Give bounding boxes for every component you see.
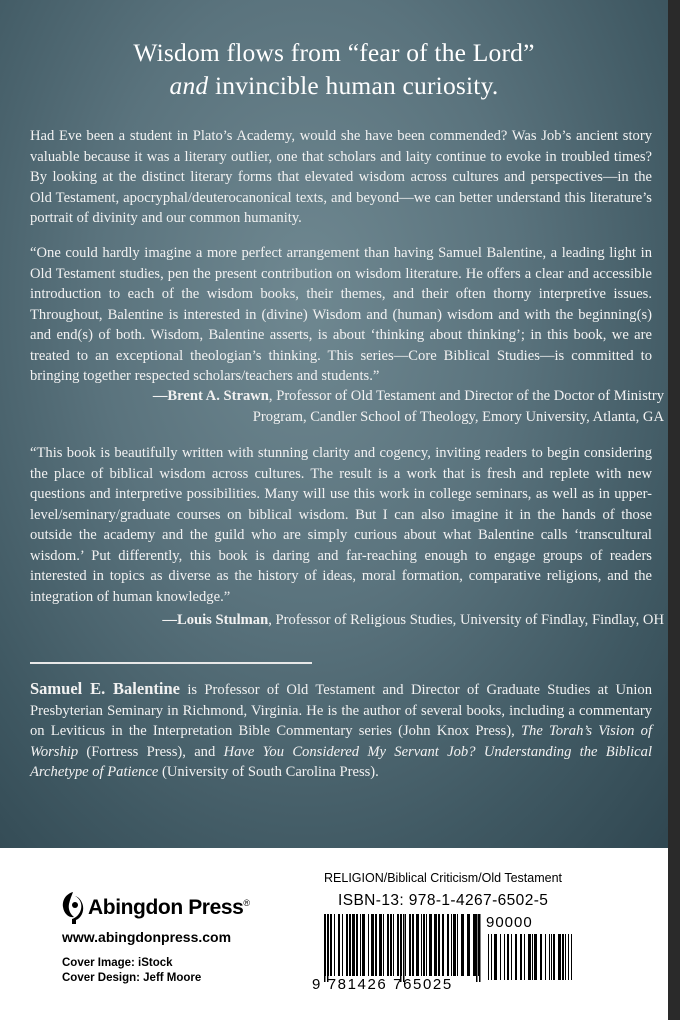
barcode-bar xyxy=(447,914,449,976)
price-addon-code: 90000 xyxy=(486,914,533,931)
tagline-line-1: Wisdom flows from “fear of the Lord” xyxy=(133,38,535,67)
barcode-guard-bar xyxy=(327,914,329,982)
barcode-bar xyxy=(571,934,572,980)
bio-book-1: The Torah’s Vision of Worship xyxy=(30,723,652,760)
barcode-bar xyxy=(532,934,533,980)
barcode-bar xyxy=(426,914,427,976)
trademark-mark: ® xyxy=(243,898,251,908)
endorsement-attribution-1 xyxy=(104,386,664,427)
barcode-bar xyxy=(368,914,369,976)
endorser-name-2: —Louis Stulman xyxy=(162,612,269,628)
tagline-line-2 xyxy=(0,69,668,102)
barcode-bar xyxy=(429,914,432,976)
barcode-bar xyxy=(562,934,564,980)
barcode-bar xyxy=(405,914,406,976)
barcode-bar xyxy=(412,914,414,976)
barcode-bar xyxy=(362,914,365,976)
barcode-bar xyxy=(390,914,392,976)
barcode-bar xyxy=(416,914,419,976)
barcode-bar xyxy=(442,914,444,976)
barcode-bar xyxy=(528,934,531,980)
barcode-bar xyxy=(451,914,452,976)
divider-rule xyxy=(30,662,312,664)
barcode-bar xyxy=(488,934,489,980)
barcode-bar xyxy=(375,914,377,976)
barcode-bar xyxy=(553,934,555,980)
bio-text-2: (Fortress Press), and xyxy=(78,743,224,760)
barcode-guard-bar xyxy=(476,914,478,982)
barcode-bar xyxy=(346,914,348,976)
endorsement-quote-1: “One could hardly imagine a more perfect arrangement than having Samuel Balentine, a leading light in Old Testament studies, pen the present contribution on wisdom literature. He offers a clear and accessible introduction to each of the wisdom books, their themes, and their often thorny interpretive issues. Throughout, Balentine is interested in (divine) Wisdom and (human) wisdom and with the beginning(s) and end(s) of both. Wisdom, Balentine asserts, is about ‘thinking about thinking’; in this book, we are treated to an exceptional theologian’s thinking. This series—Core Biblical Studies—is committed to bringing together respected scholars/teachers and students.” xyxy=(30,245,652,384)
author-bio xyxy=(30,679,652,783)
barcode-bar xyxy=(507,934,509,980)
barcode-bar xyxy=(360,914,361,976)
barcode-bar xyxy=(453,914,456,976)
publisher-name: Abingdon Press xyxy=(88,896,244,919)
barcode-bar xyxy=(338,914,340,976)
barcode-bar xyxy=(438,914,440,976)
barcode-bar xyxy=(461,914,464,976)
cover-design-credit: Cover Design: Jeff Moore xyxy=(62,972,202,984)
tagline xyxy=(0,36,668,102)
barcode-bar xyxy=(409,914,411,976)
barcode-bar xyxy=(371,914,374,976)
tagline-emphasis: and xyxy=(169,71,209,100)
barcode-bar xyxy=(540,934,542,980)
barcode-bar xyxy=(421,914,422,976)
ean-digits: 9 781426 765025 xyxy=(312,976,453,993)
barcode-bar xyxy=(352,914,355,976)
barcode-bar xyxy=(491,934,492,980)
barcode-bar xyxy=(473,914,476,976)
barcode-bar xyxy=(393,914,394,976)
barcode-bar xyxy=(467,914,470,976)
isbn-label: ISBN-13: 978-1-4267-6502-5 xyxy=(338,892,549,909)
barcode-bar xyxy=(524,934,525,980)
barcode-bar xyxy=(397,914,399,976)
bio-text-3: (University of South Carolina Press). xyxy=(158,764,379,780)
barcode-bar xyxy=(349,914,351,976)
bio-book-2: Have You Considered My Servant Job? Understanding the Biblical Archetype of Patience xyxy=(30,743,652,780)
cover-credits xyxy=(62,956,201,986)
publisher-website: www.abingdonpress.com xyxy=(62,929,232,945)
endorser-title-1: , Professor of Old Testament and Director of the Doctor of Ministry Program, Candler School of Theology, Emory University, Atlanta, GA xyxy=(252,388,664,425)
barcode-bar xyxy=(520,934,522,980)
cover-image-credit: Cover Image: iStock xyxy=(62,957,173,969)
barcode-bar xyxy=(434,914,437,976)
barcode-bar xyxy=(356,914,358,976)
endorser-title-2: , Professor of Religious Studies, University of Findlay, Findlay, OH xyxy=(268,612,664,628)
barcode-bar xyxy=(534,934,537,980)
endorser-name-1: —Brent A. Strawn xyxy=(152,388,269,404)
barcode-bar xyxy=(334,914,335,976)
barcode-bar xyxy=(457,914,458,976)
barcode-bar xyxy=(504,934,505,980)
barcode-guard-bar xyxy=(400,914,402,982)
publisher-logo xyxy=(60,888,290,928)
bio-text-1: is Professor of Old Testament and Director of Graduate Studies at Union Presbyterian Seminary in Richmond, Virginia. He is the author of several books, including a commentary on Leviticus in the Interpretation Bible Commentary series (John Knox Press), xyxy=(30,682,652,739)
barcode-bar xyxy=(342,914,343,976)
barcode-bar xyxy=(549,934,550,980)
barcode-bar xyxy=(387,914,389,976)
barcode-bar xyxy=(545,934,546,980)
author-name: Samuel E. Balentine xyxy=(30,679,180,698)
barcode-bar xyxy=(511,934,512,980)
barcode-bar xyxy=(565,934,566,980)
barcode-guard-bar xyxy=(324,914,326,982)
bisac-category: RELIGION/Biblical Criticism/Old Testament xyxy=(324,871,563,885)
book-description: Had Eve been a student in Plato’s Academy, would she have been commended? Was Job’s ancient story valuable because it was a literary outlier, one that scholars and laity continue to evoke in troubled times? By looking at the distinct literary forms that elevated wisdom across cultures and perspectives—in the Old Testament, apocryphal/deuterocanonical texts, and beyond—we can better understand this literature’s portrait of divinity and our common humanity. xyxy=(30,128,652,226)
barcode-bar xyxy=(568,934,569,980)
tagline-line-2-rest: invincible human curiosity. xyxy=(208,71,499,100)
endorsement-attribution-2 xyxy=(104,610,664,631)
barcode-bar xyxy=(558,934,561,980)
barcode-bar xyxy=(494,934,497,980)
barcode-bar xyxy=(551,934,552,980)
barcode-bar xyxy=(383,914,384,976)
barcode-bar xyxy=(515,934,517,980)
endorsement-quote-2: “This book is beautifully written with stunning clarity and cogency, inviting readers to begin considering the place of biblical wisdom across cultures. The result is a work that is fresh and replete with new questions and interpretive possibilities. Many will use this work in college seminars, as well as in upper-level/seminary/graduate courses on biblical wisdom. But I can also imagine it in the hands of those outside the academy and the guild who are simply curious about what Balentine calls ‘transcultural wisdom.’ Put differently, this book is daring and far-reaching enough to engage groups of readers interested in topics as diverse as the history of ideas, moral formation, comparative religions, and the integration of human knowledge.” xyxy=(30,445,652,605)
barcode-bar xyxy=(423,914,425,976)
barcode-bar xyxy=(330,914,332,976)
abingdon-logo-icon xyxy=(60,890,84,926)
spine-edge xyxy=(668,0,680,1020)
barcode-bar xyxy=(500,934,501,980)
barcode-guard-bar xyxy=(403,914,405,982)
barcode-bar xyxy=(379,914,382,976)
barcode-guard-bar xyxy=(479,914,481,982)
